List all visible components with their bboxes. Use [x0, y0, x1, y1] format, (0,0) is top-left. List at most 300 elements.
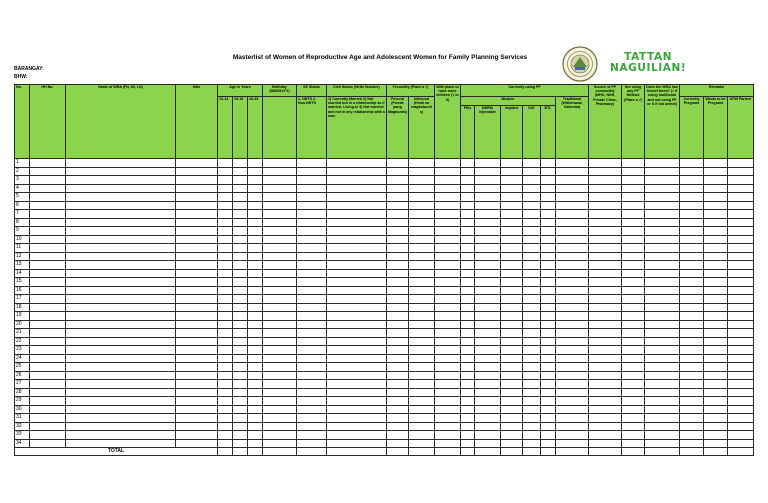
- table-cell[interactable]: [233, 159, 248, 168]
- table-cell[interactable]: [30, 269, 66, 278]
- table-cell[interactable]: [556, 278, 589, 287]
- table-cell[interactable]: [66, 176, 176, 185]
- table-cell[interactable]: [541, 388, 556, 397]
- table-cell[interactable]: [218, 227, 233, 236]
- table-cell[interactable]: [541, 303, 556, 312]
- table-cell[interactable]: [435, 380, 461, 389]
- table-cell[interactable]: [409, 363, 435, 372]
- table-cell[interactable]: [501, 286, 523, 295]
- table-cell[interactable]: [248, 380, 263, 389]
- table-cell[interactable]: [176, 210, 218, 219]
- table-cell[interactable]: [327, 269, 387, 278]
- table-cell[interactable]: [541, 354, 556, 363]
- table-cell[interactable]: [435, 414, 461, 423]
- table-cell[interactable]: [297, 431, 327, 440]
- table-cell[interactable]: [30, 278, 66, 287]
- table-cell[interactable]: [297, 210, 327, 219]
- table-cell[interactable]: [233, 295, 248, 304]
- table-cell[interactable]: [680, 405, 704, 414]
- table-cell[interactable]: [387, 363, 409, 372]
- table-cell[interactable]: [556, 286, 589, 295]
- table-cell[interactable]: [30, 210, 66, 219]
- table-cell[interactable]: [387, 159, 409, 168]
- table-cell[interactable]: [589, 184, 622, 193]
- table-cell[interactable]: [501, 431, 523, 440]
- table-cell[interactable]: [556, 176, 589, 185]
- table-cell[interactable]: [409, 337, 435, 346]
- table-cell[interactable]: [475, 252, 501, 261]
- table-cell[interactable]: [589, 278, 622, 287]
- table-cell[interactable]: [435, 176, 461, 185]
- table-cell[interactable]: [218, 235, 233, 244]
- table-cell[interactable]: [704, 337, 728, 346]
- table-cell[interactable]: [409, 218, 435, 227]
- table-cell[interactable]: [30, 176, 66, 185]
- table-cell[interactable]: [728, 397, 754, 406]
- table-cell[interactable]: [233, 397, 248, 406]
- table-cell[interactable]: [622, 159, 645, 168]
- table-cell[interactable]: [501, 218, 523, 227]
- table-cell[interactable]: [66, 252, 176, 261]
- table-cell[interactable]: [680, 235, 704, 244]
- table-cell[interactable]: [435, 193, 461, 202]
- table-cell[interactable]: [409, 346, 435, 355]
- table-cell[interactable]: [541, 431, 556, 440]
- table-cell[interactable]: [622, 227, 645, 236]
- table-cell[interactable]: [645, 337, 680, 346]
- table-cell[interactable]: [297, 201, 327, 210]
- table-cell[interactable]: [387, 329, 409, 338]
- table-cell[interactable]: [218, 388, 233, 397]
- table-cell[interactable]: [645, 422, 680, 431]
- table-cell[interactable]: [680, 176, 704, 185]
- table-cell[interactable]: [218, 159, 233, 168]
- table-cell[interactable]: [645, 210, 680, 219]
- table-cell[interactable]: [327, 159, 387, 168]
- table-cell[interactable]: [728, 337, 754, 346]
- table-cell[interactable]: [680, 261, 704, 270]
- table-cell[interactable]: [589, 252, 622, 261]
- table-cell[interactable]: [435, 235, 461, 244]
- table-cell[interactable]: [541, 320, 556, 329]
- table-cell[interactable]: [704, 235, 728, 244]
- table-cell[interactable]: [248, 261, 263, 270]
- table-cell[interactable]: [523, 167, 541, 176]
- table-cell[interactable]: [297, 244, 327, 253]
- table-cell[interactable]: [475, 380, 501, 389]
- table-cell[interactable]: [704, 201, 728, 210]
- table-cell[interactable]: [622, 261, 645, 270]
- table-cell[interactable]: [523, 295, 541, 304]
- table-cell[interactable]: [327, 371, 387, 380]
- table-cell[interactable]: [622, 201, 645, 210]
- table-cell[interactable]: [30, 227, 66, 236]
- table-cell[interactable]: [248, 397, 263, 406]
- table-cell[interactable]: [435, 354, 461, 363]
- table-cell[interactable]: [704, 193, 728, 202]
- table-cell[interactable]: [435, 371, 461, 380]
- table-cell[interactable]: [704, 269, 728, 278]
- table-cell[interactable]: [501, 422, 523, 431]
- table-cell[interactable]: [501, 227, 523, 236]
- table-cell[interactable]: [435, 320, 461, 329]
- table-cell[interactable]: [66, 397, 176, 406]
- table-cell[interactable]: [475, 159, 501, 168]
- table-cell[interactable]: [387, 261, 409, 270]
- table-cell[interactable]: [728, 422, 754, 431]
- table-cell[interactable]: [556, 295, 589, 304]
- table-cell[interactable]: [645, 414, 680, 423]
- table-cell[interactable]: [680, 286, 704, 295]
- table-cell[interactable]: [387, 244, 409, 253]
- table-cell[interactable]: [475, 346, 501, 355]
- table-cell[interactable]: [218, 354, 233, 363]
- table-cell[interactable]: [409, 371, 435, 380]
- table-cell[interactable]: [248, 422, 263, 431]
- table-cell[interactable]: [728, 388, 754, 397]
- table-cell[interactable]: [176, 244, 218, 253]
- table-cell[interactable]: [233, 269, 248, 278]
- table-cell[interactable]: [523, 286, 541, 295]
- table-cell[interactable]: [461, 176, 475, 185]
- table-cell[interactable]: [475, 184, 501, 193]
- table-cell[interactable]: [645, 193, 680, 202]
- table-cell[interactable]: [461, 235, 475, 244]
- table-cell[interactable]: [728, 380, 754, 389]
- table-cell[interactable]: [176, 227, 218, 236]
- table-cell[interactable]: [263, 252, 297, 261]
- table-cell[interactable]: [523, 363, 541, 372]
- table-cell[interactable]: [501, 414, 523, 423]
- table-cell[interactable]: [523, 337, 541, 346]
- table-cell[interactable]: [409, 431, 435, 440]
- table-cell[interactable]: [622, 295, 645, 304]
- table-cell[interactable]: [30, 337, 66, 346]
- table-cell[interactable]: [556, 337, 589, 346]
- table-cell[interactable]: [387, 295, 409, 304]
- table-cell[interactable]: [263, 371, 297, 380]
- table-cell[interactable]: [475, 176, 501, 185]
- table-cell[interactable]: [233, 261, 248, 270]
- table-cell[interactable]: [409, 201, 435, 210]
- table-cell[interactable]: [297, 329, 327, 338]
- table-cell[interactable]: [66, 201, 176, 210]
- table-cell[interactable]: [248, 235, 263, 244]
- table-cell[interactable]: [435, 227, 461, 236]
- table-cell[interactable]: [523, 397, 541, 406]
- table-cell[interactable]: [680, 337, 704, 346]
- table-cell[interactable]: [622, 414, 645, 423]
- table-cell[interactable]: [523, 431, 541, 440]
- table-cell[interactable]: [263, 235, 297, 244]
- table-cell[interactable]: [501, 278, 523, 287]
- table-cell[interactable]: [387, 397, 409, 406]
- table-cell[interactable]: [263, 184, 297, 193]
- table-cell[interactable]: [176, 371, 218, 380]
- table-cell[interactable]: [680, 269, 704, 278]
- table-cell[interactable]: [297, 167, 327, 176]
- table-cell[interactable]: [645, 320, 680, 329]
- table-cell[interactable]: [501, 159, 523, 168]
- table-cell[interactable]: [233, 286, 248, 295]
- table-cell[interactable]: [523, 252, 541, 261]
- table-cell[interactable]: [297, 176, 327, 185]
- table-cell[interactable]: [327, 210, 387, 219]
- table-cell[interactable]: [728, 176, 754, 185]
- table-cell[interactable]: [409, 269, 435, 278]
- table-cell[interactable]: [409, 278, 435, 287]
- table-cell[interactable]: [523, 218, 541, 227]
- table-cell[interactable]: [622, 176, 645, 185]
- table-cell[interactable]: [176, 176, 218, 185]
- table-cell[interactable]: [728, 439, 754, 448]
- table-cell[interactable]: [475, 312, 501, 321]
- table-cell[interactable]: [589, 439, 622, 448]
- table-cell[interactable]: [435, 159, 461, 168]
- table-cell[interactable]: [461, 363, 475, 372]
- table-cell[interactable]: [327, 363, 387, 372]
- table-cell[interactable]: [501, 176, 523, 185]
- table-cell[interactable]: [475, 354, 501, 363]
- table-cell[interactable]: [263, 227, 297, 236]
- table-cell[interactable]: [297, 218, 327, 227]
- table-cell[interactable]: [589, 431, 622, 440]
- table-cell[interactable]: [475, 439, 501, 448]
- table-cell[interactable]: [66, 244, 176, 253]
- table-cell[interactable]: [680, 218, 704, 227]
- table-cell[interactable]: [176, 337, 218, 346]
- table-cell[interactable]: [233, 312, 248, 321]
- table-cell[interactable]: [435, 397, 461, 406]
- table-cell[interactable]: [387, 235, 409, 244]
- table-cell[interactable]: [523, 380, 541, 389]
- table-cell[interactable]: [556, 388, 589, 397]
- table-cell[interactable]: [263, 439, 297, 448]
- table-cell[interactable]: [297, 227, 327, 236]
- table-cell[interactable]: [589, 422, 622, 431]
- table-cell[interactable]: [645, 261, 680, 270]
- table-cell[interactable]: [176, 278, 218, 287]
- table-cell[interactable]: [297, 252, 327, 261]
- table-cell[interactable]: [728, 252, 754, 261]
- table-cell[interactable]: [475, 261, 501, 270]
- table-cell[interactable]: [556, 303, 589, 312]
- table-cell[interactable]: [704, 320, 728, 329]
- table-cell[interactable]: [409, 439, 435, 448]
- table-cell[interactable]: [435, 405, 461, 414]
- table-cell[interactable]: [435, 295, 461, 304]
- table-cell[interactable]: [409, 405, 435, 414]
- table-cell[interactable]: [176, 346, 218, 355]
- table-cell[interactable]: [475, 431, 501, 440]
- table-cell[interactable]: [387, 176, 409, 185]
- table-cell[interactable]: [248, 286, 263, 295]
- table-cell[interactable]: [645, 329, 680, 338]
- table-cell[interactable]: [523, 320, 541, 329]
- table-cell[interactable]: [475, 167, 501, 176]
- table-cell[interactable]: [541, 439, 556, 448]
- table-cell[interactable]: [704, 295, 728, 304]
- table-cell[interactable]: [327, 176, 387, 185]
- table-cell[interactable]: [475, 388, 501, 397]
- table-cell[interactable]: [645, 218, 680, 227]
- table-cell[interactable]: [622, 363, 645, 372]
- table-cell[interactable]: [233, 252, 248, 261]
- table-cell[interactable]: [327, 184, 387, 193]
- table-cell[interactable]: [461, 405, 475, 414]
- table-cell[interactable]: [556, 363, 589, 372]
- table-cell[interactable]: [589, 346, 622, 355]
- table-cell[interactable]: [387, 414, 409, 423]
- table-cell[interactable]: [589, 193, 622, 202]
- table-cell[interactable]: [622, 184, 645, 193]
- table-cell[interactable]: [556, 329, 589, 338]
- table-cell[interactable]: [523, 201, 541, 210]
- table-cell[interactable]: [409, 303, 435, 312]
- table-cell[interactable]: [263, 363, 297, 372]
- table-cell[interactable]: [704, 244, 728, 253]
- table-cell[interactable]: [501, 337, 523, 346]
- table-cell[interactable]: [475, 337, 501, 346]
- table-cell[interactable]: [523, 159, 541, 168]
- table-cell[interactable]: [680, 167, 704, 176]
- table-cell[interactable]: [233, 201, 248, 210]
- table-cell[interactable]: [680, 312, 704, 321]
- table-cell[interactable]: [248, 218, 263, 227]
- table-cell[interactable]: [541, 286, 556, 295]
- table-cell[interactable]: [622, 167, 645, 176]
- table-cell[interactable]: [30, 184, 66, 193]
- table-cell[interactable]: [501, 184, 523, 193]
- table-cell[interactable]: [461, 397, 475, 406]
- table-cell[interactable]: [218, 320, 233, 329]
- table-cell[interactable]: [218, 261, 233, 270]
- table-cell[interactable]: [728, 371, 754, 380]
- table-cell[interactable]: [263, 388, 297, 397]
- table-cell[interactable]: [728, 329, 754, 338]
- table-cell[interactable]: [680, 320, 704, 329]
- table-cell[interactable]: [523, 227, 541, 236]
- table-cell[interactable]: [622, 405, 645, 414]
- table-cell[interactable]: [176, 295, 218, 304]
- table-cell[interactable]: [248, 159, 263, 168]
- table-cell[interactable]: [327, 286, 387, 295]
- table-cell[interactable]: [523, 184, 541, 193]
- table-cell[interactable]: [622, 397, 645, 406]
- table-cell[interactable]: [233, 320, 248, 329]
- table-cell[interactable]: [387, 303, 409, 312]
- table-cell[interactable]: [218, 337, 233, 346]
- table-cell[interactable]: [263, 354, 297, 363]
- table-cell[interactable]: [645, 269, 680, 278]
- table-cell[interactable]: [475, 422, 501, 431]
- table-cell[interactable]: [556, 439, 589, 448]
- table-cell[interactable]: [30, 346, 66, 355]
- table-cell[interactable]: [248, 388, 263, 397]
- table-cell[interactable]: [680, 193, 704, 202]
- table-cell[interactable]: [218, 295, 233, 304]
- table-cell[interactable]: [435, 261, 461, 270]
- table-cell[interactable]: [297, 320, 327, 329]
- table-cell[interactable]: [297, 295, 327, 304]
- table-cell[interactable]: [327, 414, 387, 423]
- table-cell[interactable]: [461, 431, 475, 440]
- table-cell[interactable]: [556, 431, 589, 440]
- table-cell[interactable]: [461, 252, 475, 261]
- table-cell[interactable]: [435, 312, 461, 321]
- table-cell[interactable]: [233, 405, 248, 414]
- table-cell[interactable]: [30, 371, 66, 380]
- table-cell[interactable]: [263, 193, 297, 202]
- table-cell[interactable]: [30, 303, 66, 312]
- table-cell[interactable]: [387, 354, 409, 363]
- table-cell[interactable]: [645, 388, 680, 397]
- table-cell[interactable]: [327, 388, 387, 397]
- table-cell[interactable]: [233, 176, 248, 185]
- table-cell[interactable]: [387, 210, 409, 219]
- table-cell[interactable]: [387, 201, 409, 210]
- table-cell[interactable]: [218, 405, 233, 414]
- table-cell[interactable]: [589, 244, 622, 253]
- table-cell[interactable]: [728, 405, 754, 414]
- table-cell[interactable]: [501, 320, 523, 329]
- table-cell[interactable]: [248, 303, 263, 312]
- table-cell[interactable]: [475, 303, 501, 312]
- table-cell[interactable]: [541, 252, 556, 261]
- table-cell[interactable]: [30, 405, 66, 414]
- table-cell[interactable]: [176, 261, 218, 270]
- table-cell[interactable]: [645, 397, 680, 406]
- table-cell[interactable]: [645, 346, 680, 355]
- table-cell[interactable]: [327, 354, 387, 363]
- table-cell[interactable]: [523, 422, 541, 431]
- table-cell[interactable]: [233, 414, 248, 423]
- table-cell[interactable]: [589, 303, 622, 312]
- table-cell[interactable]: [218, 312, 233, 321]
- table-cell[interactable]: [435, 337, 461, 346]
- table-cell[interactable]: [461, 320, 475, 329]
- table-cell[interactable]: [645, 363, 680, 372]
- table-cell[interactable]: [523, 176, 541, 185]
- table-cell[interactable]: [523, 388, 541, 397]
- table-cell[interactable]: [327, 397, 387, 406]
- table-cell[interactable]: [387, 227, 409, 236]
- table-cell[interactable]: [728, 354, 754, 363]
- table-cell[interactable]: [233, 218, 248, 227]
- table-cell[interactable]: [523, 235, 541, 244]
- table-cell[interactable]: [680, 252, 704, 261]
- table-cell[interactable]: [461, 286, 475, 295]
- table-cell[interactable]: [645, 354, 680, 363]
- table-cell[interactable]: [645, 405, 680, 414]
- table-cell[interactable]: [680, 431, 704, 440]
- table-cell[interactable]: [461, 303, 475, 312]
- table-cell[interactable]: [218, 244, 233, 253]
- table-cell[interactable]: [263, 312, 297, 321]
- table-cell[interactable]: [327, 439, 387, 448]
- table-cell[interactable]: [645, 176, 680, 185]
- table-cell[interactable]: [297, 414, 327, 423]
- table-cell[interactable]: [66, 320, 176, 329]
- table-cell[interactable]: [461, 414, 475, 423]
- table-cell[interactable]: [728, 184, 754, 193]
- table-cell[interactable]: [30, 414, 66, 423]
- table-cell[interactable]: [589, 337, 622, 346]
- table-cell[interactable]: [327, 346, 387, 355]
- table-cell[interactable]: [233, 244, 248, 253]
- table-cell[interactable]: [645, 235, 680, 244]
- table-cell[interactable]: [541, 244, 556, 253]
